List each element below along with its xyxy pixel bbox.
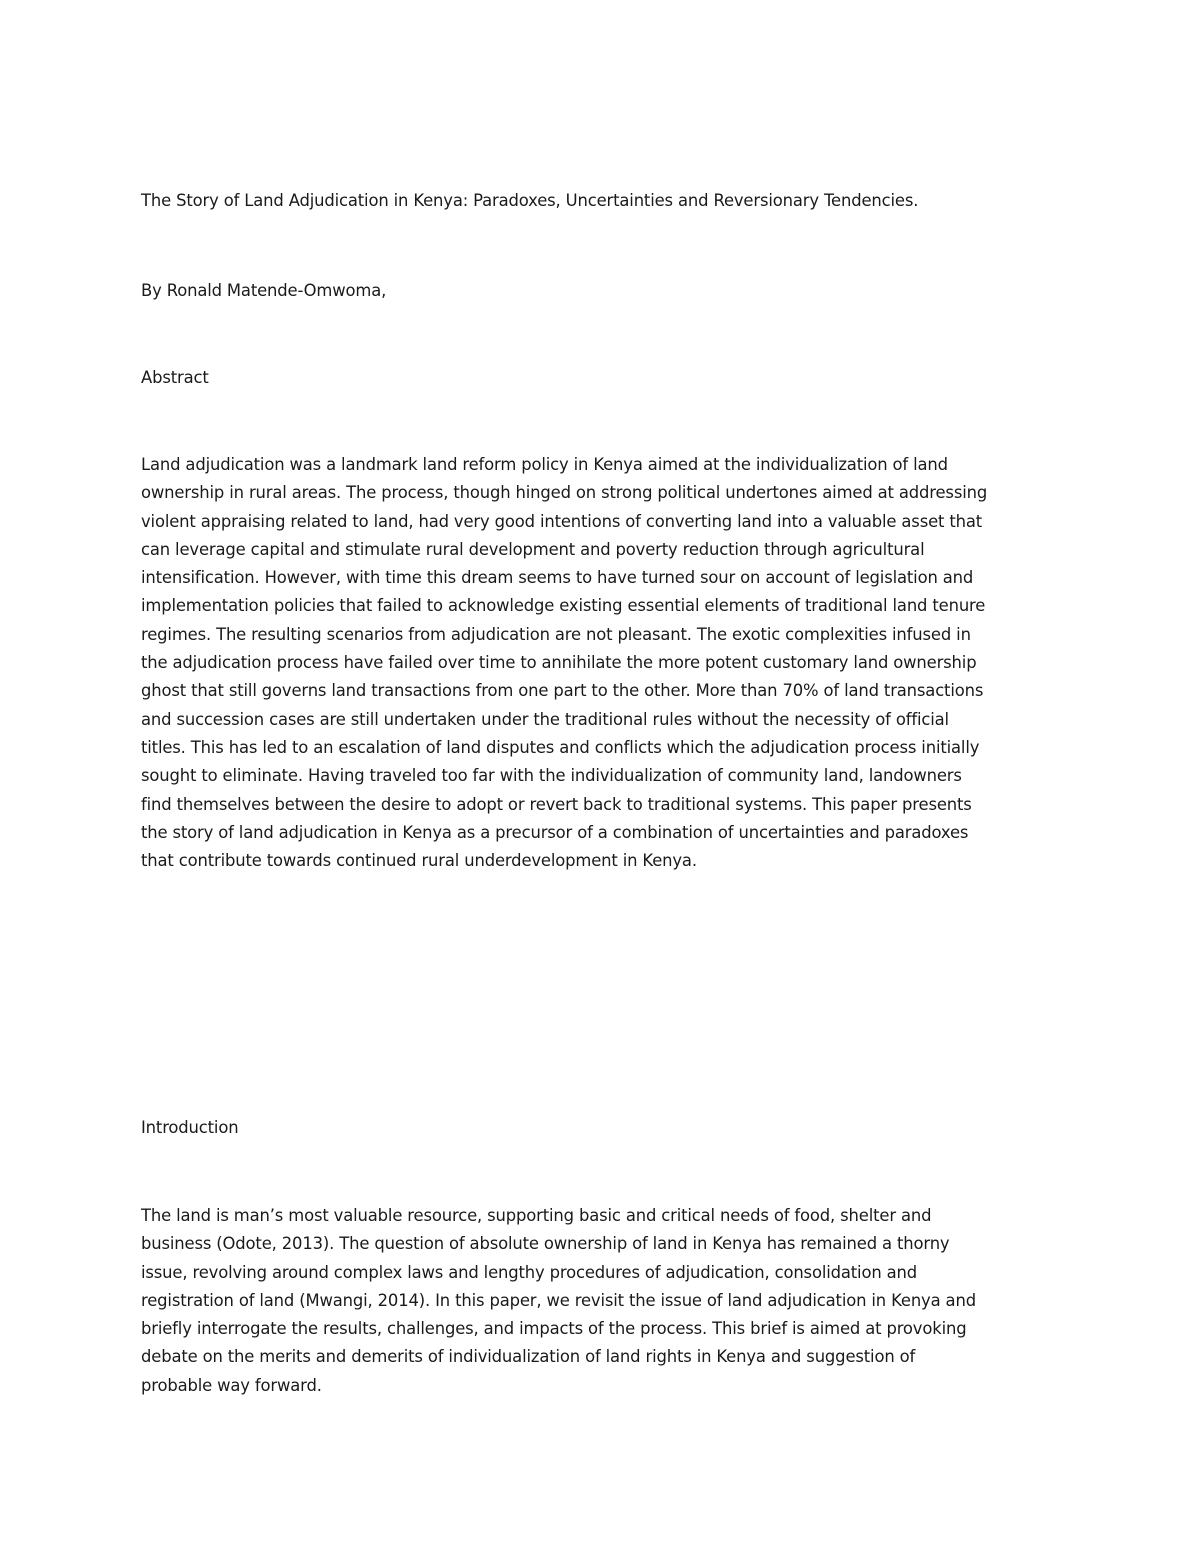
introduction-heading: Introduction — [141, 1118, 239, 1137]
abstract-line: find themselves between the desire to adopt or revert back to traditional systems. This paper presents — [141, 794, 972, 814]
abstract-line: sought to eliminate. Having traveled too far with the individualization of community land, landowners — [141, 766, 962, 786]
abstract-line: violent appraising related to land, had very good intentions of converting land into a valuable asset that — [141, 511, 983, 531]
abstract-line: titles. This has led to an escalation of land disputes and conflicts which the adjudication process initially — [141, 737, 980, 757]
introduction-paragraph — [141, 1202, 1071, 1400]
abstract-line: that contribute towards continued rural underdevelopment in Kenya. — [141, 851, 697, 871]
abstract-paragraph — [141, 451, 1071, 875]
abstract-line: the story of land adjudication in Kenya as a precursor of a combination of uncertainties and paradoxes — [141, 822, 969, 842]
paper-title: The Story of Land Adjudication in Kenya: Paradoxes, Uncertainties and Reversionary Tendencies. — [141, 191, 919, 210]
introduction-line: business (Odote, 2013). The question of absolute ownership of land in Kenya has remained a thorny — [141, 1234, 950, 1254]
introduction-line: registration of land (Mwangi, 2014). In this paper, we revisit the issue of land adjudication in Kenya and — [141, 1290, 976, 1310]
introduction-line: The land is man’s most valuable resource, supporting basic and critical needs of food, shelter and — [141, 1206, 932, 1225]
introduction-line: probable way forward. — [141, 1375, 322, 1395]
abstract-line: can leverage capital and stimulate rural development and poverty reduction through agricultural — [141, 539, 925, 559]
abstract-line: ownership in rural areas. The process, though hinged on strong political undertones aimed at addressing — [141, 483, 988, 503]
abstract-line: regimes. The resulting scenarios from adjudication are not pleasant. The exotic complexities infused in — [141, 624, 971, 644]
introduction-line: briefly interrogate the results, challenges, and impacts of the process. This brief is aimed at provoking — [141, 1319, 967, 1339]
abstract-line: Land adjudication was a landmark land reform policy in Kenya aimed at the individualization of land — [141, 455, 948, 474]
abstract-heading: Abstract — [141, 368, 209, 387]
author-line: By Ronald Matende-Omwoma, — [141, 281, 387, 300]
abstract-line: intensification. However, with time this dream seems to have turned sour on account of legislation and — [141, 568, 974, 588]
abstract-line: and succession cases are still undertaken under the traditional rules without the necessity of official — [141, 709, 949, 729]
abstract-line: ghost that still governs land transactions from one part to the other. More than 70% of land transactions — [141, 681, 984, 701]
introduction-line: debate on the merits and demerits of individualization of land rights in Kenya and suggestion of — [141, 1347, 916, 1367]
introduction-line: issue, revolving around complex laws and lengthy procedures of adjudication, consolidation and — [141, 1262, 918, 1282]
abstract-line: implementation policies that failed to acknowledge existing essential elements of traditional land tenure — [141, 596, 986, 616]
abstract-line: the adjudication process have failed over time to annihilate the more potent customary land ownership — [141, 653, 977, 673]
